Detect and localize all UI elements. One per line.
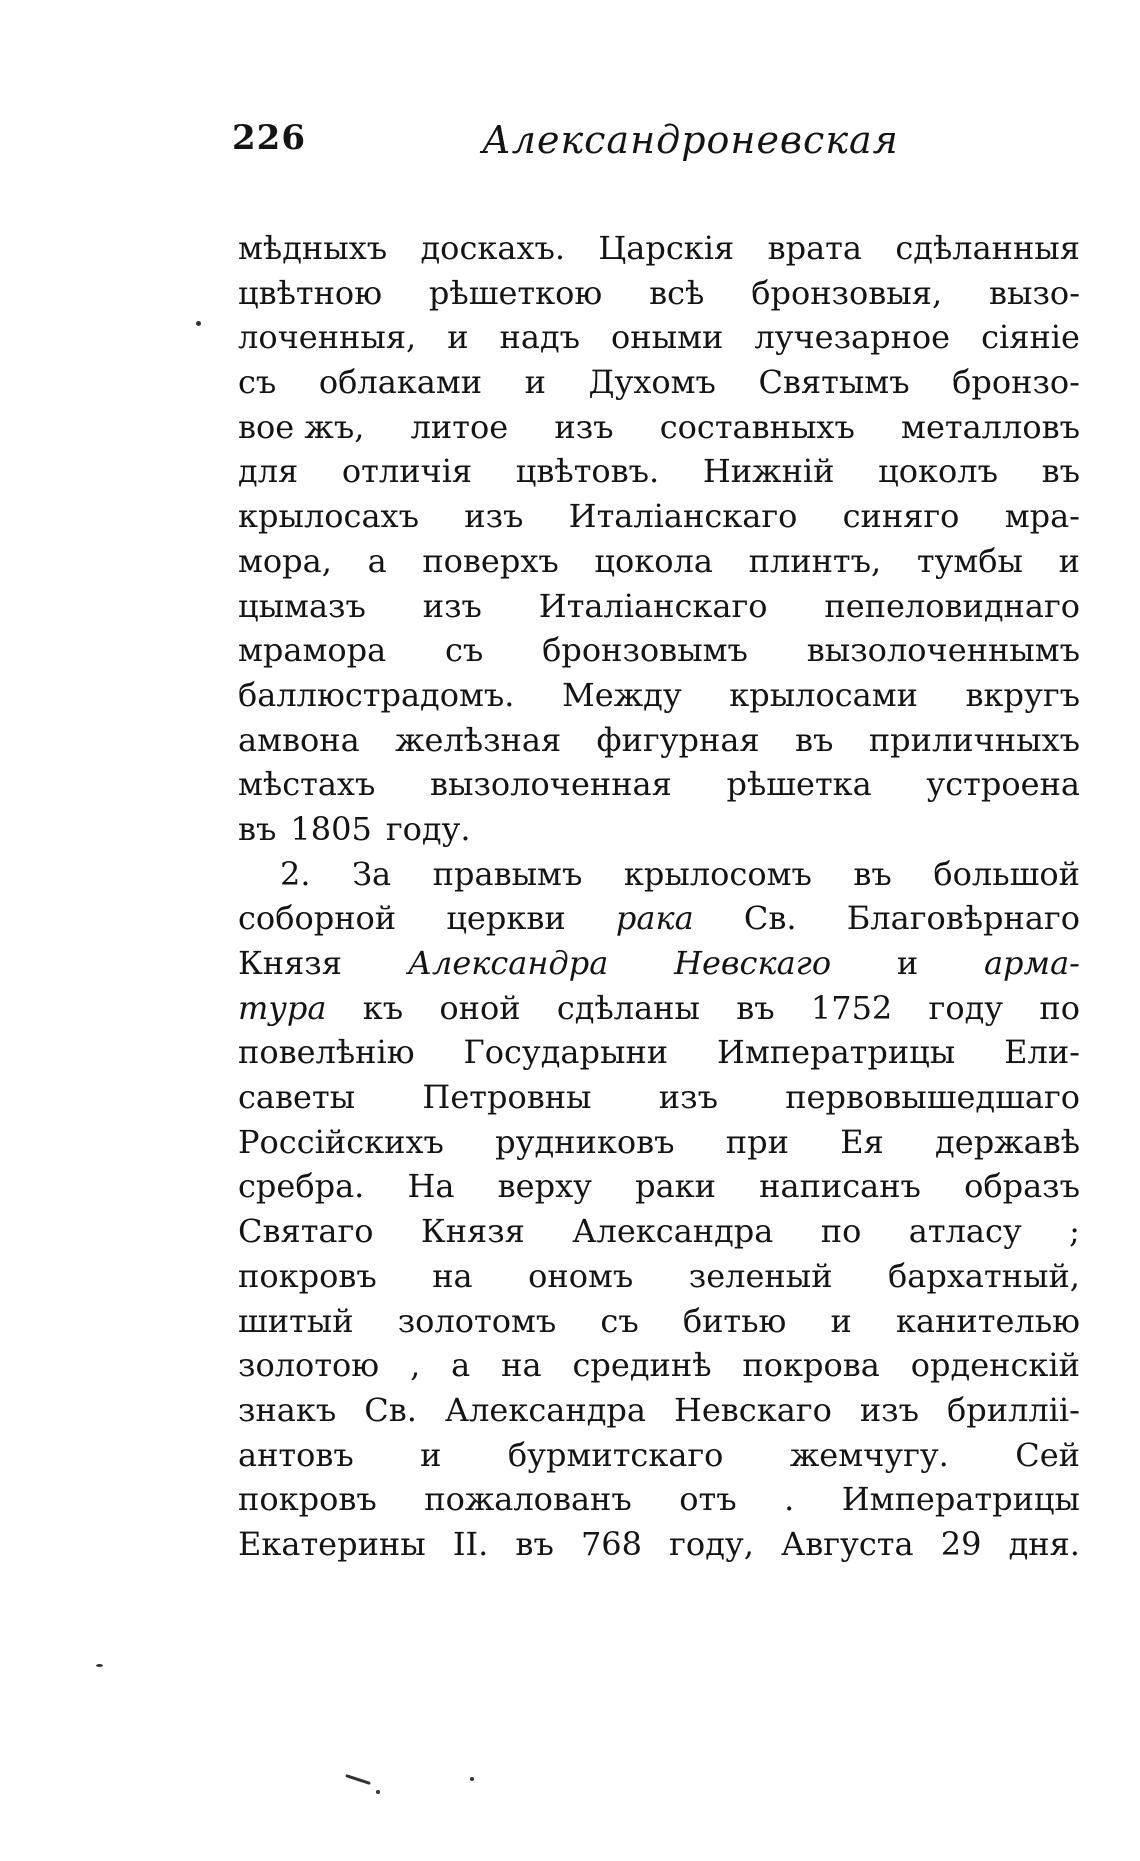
word: изъ [554,407,614,446]
word: и [896,944,919,982]
word: Августа [781,1524,914,1563]
word: повелѣнію [238,1033,415,1072]
word: 29 [940,1524,982,1563]
word: Между [561,675,682,714]
word: Невскаго [673,1390,832,1429]
word: врата [767,229,862,267]
word: отличія [341,452,473,491]
word: пепеловиднаго [824,586,1080,625]
text-line [238,1164,1080,1209]
word: изъ [859,1390,919,1429]
running-title: Александроневская [482,118,899,162]
text-line [238,449,1080,494]
text-line [238,494,1080,539]
word: покровъ [238,1480,377,1519]
text-line [238,271,1080,316]
word: антовъ [238,1435,354,1474]
text-line [238,315,1080,360]
word: всѣ [649,273,705,312]
text-line [238,1030,1080,1075]
word: бронзовымъ [542,631,748,670]
word: цымазъ [238,586,366,625]
word: пожалованъ [424,1480,632,1519]
text-line [238,718,1080,763]
word: амвона [238,720,360,759]
word: брилліі- [946,1390,1080,1429]
word: 1805 [290,809,372,848]
text-line [238,1075,1080,1120]
text-line [238,1433,1080,1478]
word: Духомъ [588,363,716,402]
word: рѣшеткою [428,273,603,312]
word: Екатерины [238,1524,426,1563]
word: изъ [422,586,482,625]
word: цвѣтною [238,273,383,312]
word: . [784,1480,795,1519]
word: на [501,1346,542,1385]
word: фигурная [596,720,760,759]
word: мрамора [238,631,387,670]
word: облаками [318,363,483,402]
word: а [451,1346,471,1385]
word: и [524,363,546,402]
word: въ [238,809,277,848]
word: покрова [742,1346,880,1385]
text-line [238,226,1080,271]
word: саветы [238,1078,356,1117]
word: ономъ [528,1256,634,1295]
word: тура [238,988,327,1027]
word: и [420,1435,442,1474]
word: Государыни [463,1033,669,1072]
word: цоколъ [878,452,998,491]
word: ; [1069,1212,1080,1251]
text-line [238,941,1080,986]
word: орденскій [910,1346,1080,1385]
word: отъ [679,1480,737,1519]
page-header [232,118,1082,178]
word: срединѣ [572,1346,712,1385]
word: Италіанскаго [568,497,798,536]
word: бурмитскаго [507,1435,724,1474]
word: баллюстрадомъ. [238,675,515,714]
word: сребра. [238,1167,365,1206]
word: оными [611,318,724,357]
word: лоченныя, [238,318,417,357]
word: арма- [983,944,1080,982]
word: Ея [840,1122,884,1161]
word: 2. [280,854,311,893]
word: на [432,1256,473,1295]
word: соборной [238,899,397,938]
word: Св. [743,899,797,938]
word: Св. [364,1390,417,1429]
word: году [928,988,1004,1027]
word: рака [615,899,694,938]
word: къ [362,988,404,1027]
word: битью [682,1301,787,1340]
word: золотомъ [397,1301,557,1340]
ink-speck [96,1664,103,1667]
word: въ [795,720,834,759]
word: литое [410,407,509,446]
word: въ [515,1524,554,1563]
text-line [238,628,1080,673]
word: Святаго [238,1212,374,1251]
word: вызолоченнымъ [806,631,1080,670]
word: приличныхъ [868,720,1080,759]
word: надъ [499,318,580,357]
word: крылосами [729,675,918,714]
word: Сей [1015,1435,1080,1474]
word: Ели- [1004,1033,1080,1072]
word: Александра [444,1390,646,1429]
text-line [238,762,1080,807]
word: по [820,1212,862,1251]
text-line [238,1299,1080,1344]
ink-speck [196,321,201,326]
word: Россійскихъ [238,1122,444,1161]
word: раки [635,1167,716,1206]
word: Благовѣрнаго [846,899,1080,938]
word: бронзовыя, [751,273,943,312]
word: Невскаго [674,944,832,982]
word: плинтъ, [748,541,882,580]
word: , [410,1346,421,1385]
word: шитый [238,1301,354,1340]
word: по [1039,988,1080,1027]
page-number: 226 [232,118,306,158]
word: мора, [238,541,332,580]
text-line [238,360,1080,405]
word: Италіанскаго [538,586,768,625]
word: правымъ [432,854,583,893]
text-line [238,1477,1080,1522]
word: жемчугу. [789,1435,949,1474]
text-line [238,539,1080,584]
word: Князя [420,1212,525,1251]
word: съ [600,1301,639,1340]
word: крылосомъ [623,854,812,893]
word: державѣ [935,1122,1080,1161]
word: 768 [580,1524,643,1563]
word: сіяніе [981,318,1080,357]
word: вкругъ [965,675,1080,714]
word: мѣстахъ [238,765,376,804]
word: устроена [926,765,1080,804]
text-line [238,852,1080,897]
word: рудниковъ [495,1122,675,1161]
word: съ [445,631,484,670]
word: бархатный, [888,1256,1080,1295]
word: золотою [238,1346,380,1385]
word: металловъ [901,407,1080,446]
word: Императрицы [717,1033,956,1072]
body-text [238,226,1080,1567]
word: 1752 [810,988,893,1027]
word: вое жъ, [238,407,365,446]
word: Александра [407,944,609,982]
ink-speck [345,1774,371,1785]
word: Князя [238,944,342,982]
word: а [367,541,387,580]
word: Нижній [702,452,835,491]
word: написанъ [759,1167,921,1206]
word: для [238,452,299,491]
text-line [238,986,1080,1031]
word: сдѣланы [556,988,700,1027]
word: На [407,1167,455,1206]
word: крылосахъ [238,497,419,536]
word: вызолоченная [429,765,672,804]
word: доскахъ. [420,229,566,267]
word: поверхъ [422,541,559,580]
text-line [238,584,1080,629]
word: въ [1041,452,1080,491]
word: Святымъ [758,363,910,402]
word: и [447,318,469,357]
word: большой [933,854,1080,893]
word: канителью [896,1301,1080,1340]
word: II. [452,1524,489,1563]
text-line [238,807,1080,852]
word: цокола [594,541,713,580]
text-line [238,1209,1080,1254]
word: въ [736,988,775,1027]
text-line [238,673,1080,718]
word: Императрицы [841,1480,1080,1519]
word: Александра [572,1212,774,1251]
word: изъ [658,1078,718,1117]
word: мѣдныхъ [238,229,388,267]
word: синяго [842,497,960,536]
ink-speck [470,1777,474,1781]
word: покровъ [238,1256,377,1295]
word: въ [853,854,892,893]
word: церкви [446,899,566,938]
word: сдѣланныя [895,229,1080,267]
text-line [238,1388,1080,1433]
word: бронзо- [952,363,1080,402]
word: съ [238,363,277,402]
word: году, [669,1524,754,1563]
word: составныхъ [659,407,855,446]
text-line [238,1522,1080,1567]
word: году. [385,809,471,848]
word: За [352,854,392,893]
word: дня. [1008,1524,1080,1563]
word: первовышедшаго [785,1078,1080,1117]
word: изъ [464,497,524,536]
word: вызо- [988,273,1080,312]
word: зеленый [688,1256,833,1295]
text-line [238,1343,1080,1388]
word: атласу [908,1212,1022,1251]
word: оной [439,988,521,1027]
word: рѣшетка [726,765,872,804]
text-line [238,1120,1080,1165]
word: желѣзная [395,720,562,759]
word: мра- [1004,497,1080,536]
word: Царскія [598,229,735,267]
word: Петровны [422,1078,592,1117]
text-line [238,896,1080,941]
word: при [725,1122,789,1161]
word: лучезарное [754,318,951,357]
word: цвѣтовъ. [515,452,660,491]
word: верху [497,1167,592,1206]
word: знакъ [238,1390,337,1429]
word: и [1058,541,1080,580]
ink-speck [376,1790,380,1794]
word: образъ [964,1167,1080,1206]
word: тумбы [916,541,1023,580]
text-line [238,1254,1080,1299]
word: и [830,1301,852,1340]
text-line [238,405,1080,450]
